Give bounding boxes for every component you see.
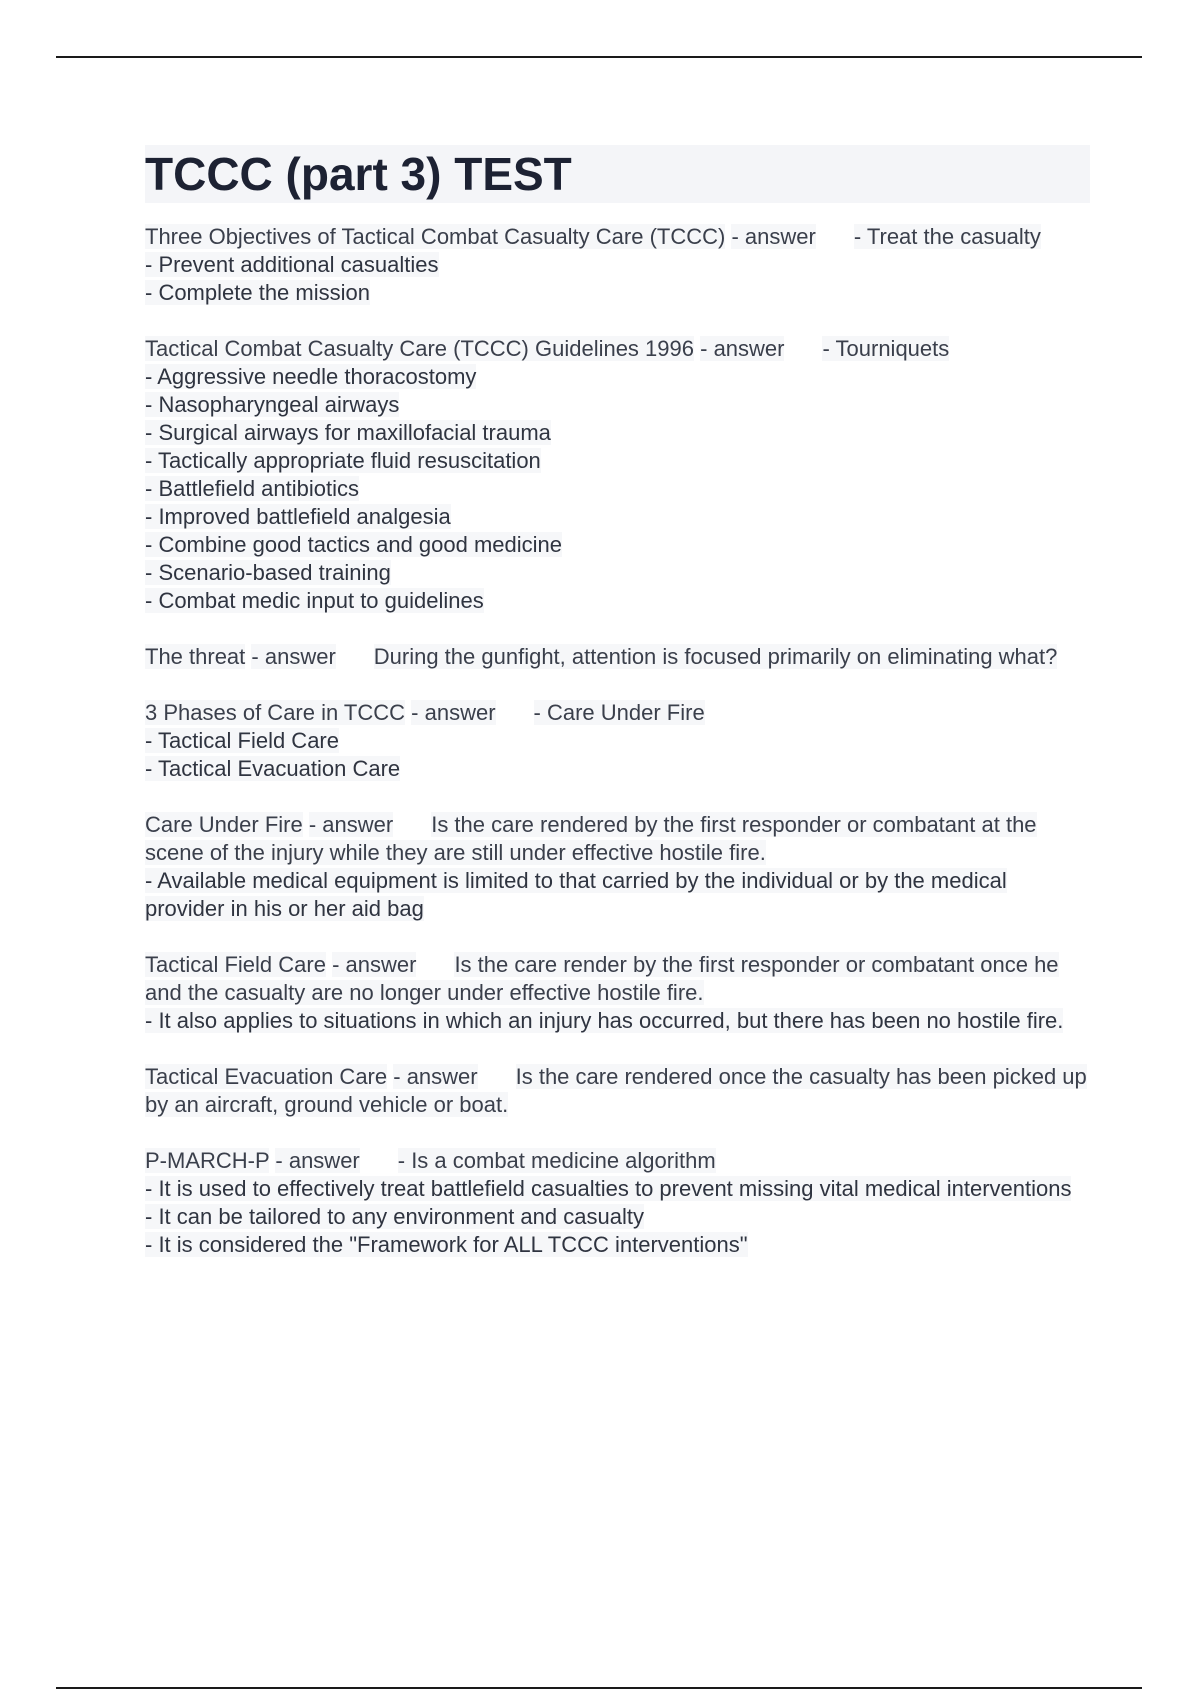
qa-entry: [145, 811, 1090, 923]
answer-bullet: - Improved battlefield analgesia: [145, 504, 451, 529]
answer-separator: - answer: [411, 700, 496, 725]
answer-separator: - answer: [332, 952, 417, 977]
answer-text: Is the care rendered once the casualty has been picked up by an aircraft, ground vehicle or boat.: [145, 1064, 1087, 1117]
answer-bullet: - Complete the mission: [145, 280, 370, 305]
answer-bullet: - Aggressive needle thoracostomy: [145, 364, 477, 389]
qa-first-line: [145, 643, 1090, 671]
answer-text: Is the care render by the first responder or combatant once he and the casualty are no longer under effective hostile fire.: [145, 952, 1059, 1005]
answer-separator: - answer: [393, 1064, 478, 1089]
qa-first-line: [145, 223, 1090, 251]
page-title: TCCC (part 3) TEST: [145, 148, 572, 200]
question-text: Care Under Fire: [145, 812, 303, 837]
answer-bullet: - It is used to effectively treat battlefield casualties to prevent missing vital medical interventions: [145, 1176, 1072, 1201]
answer-bullet: - It can be tailored to any environment and casualty: [145, 1204, 644, 1229]
answer-bullet: - Tactically appropriate fluid resuscitation: [145, 448, 541, 473]
answer-bullet: - Surgical airways for maxillofacial trauma: [145, 420, 551, 445]
question-text: 3 Phases of Care in TCCC: [145, 700, 406, 725]
answer-bullet: - Prevent additional casualties: [145, 252, 439, 277]
answer-bullet: - Tactical Evacuation Care: [145, 756, 401, 781]
answer-bullet: - Combat medic input to guidelines: [145, 588, 484, 613]
qa-entry: [145, 699, 1090, 783]
qa-first-line: [145, 811, 1090, 867]
qa-first-line: [145, 1147, 1090, 1175]
answer-text: - Treat the casualty: [853, 224, 1041, 249]
question-text: Three Objectives of Tactical Combat Casualty Care (TCCC): [145, 224, 726, 249]
qa-first-line: [145, 951, 1090, 1007]
qa-entry: [145, 1147, 1090, 1259]
qa-first-line: [145, 699, 1090, 727]
qa-entry: [145, 335, 1090, 615]
answer-text: During the gunfight, attention is focused primarily on eliminating what?: [373, 644, 1058, 669]
answer-bullet: - Combine good tactics and good medicine: [145, 532, 563, 557]
question-text: Tactical Field Care: [145, 952, 326, 977]
answer-text: - Tourniquets: [822, 336, 950, 361]
answer-bullet: - Tactical Field Care: [145, 728, 339, 753]
answer-text: Is the care rendered by the first responder or combatant at the scene of the injury while they are still under effective hostile fire.: [145, 812, 1037, 865]
answer-bullet: - Nasopharyngeal airways: [145, 392, 400, 417]
answer-bullet: - It is considered the "Framework for ALL TCCC interventions": [145, 1232, 748, 1257]
top-rule: [56, 56, 1142, 58]
answer-separator: - answer: [275, 1148, 360, 1173]
answer-text: - Is a combat medicine algorithm: [397, 1148, 716, 1173]
bottom-rule: [56, 1687, 1142, 1689]
answer-separator: - answer: [308, 812, 394, 837]
document-body: [145, 145, 1090, 1287]
answer-text: - Care Under Fire: [533, 700, 705, 725]
qa-first-line: [145, 1063, 1090, 1119]
title-bar: [145, 145, 1090, 203]
answer-separator: - answer: [251, 644, 336, 669]
qa-entry: [145, 223, 1090, 307]
answer-bullet: - Scenario-based training: [145, 560, 391, 585]
qa-entry: [145, 1063, 1090, 1119]
answer-separator: - answer: [731, 224, 816, 249]
answer-bullet: - Available medical equipment is limited to that carried by the individual or by the medical provider in his or her aid bag: [145, 868, 1007, 921]
answer-bullet: - It also applies to situations in which an injury has occurred, but there has been no hostile fire.: [145, 1008, 1064, 1033]
question-text: Tactical Combat Casualty Care (TCCC) Guidelines 1996: [145, 336, 694, 361]
answer-separator: - answer: [700, 336, 785, 361]
question-text: P-MARCH-P: [145, 1148, 270, 1173]
qa-list: [145, 223, 1090, 1259]
question-text: Tactical Evacuation Care: [145, 1064, 388, 1089]
qa-entry: [145, 643, 1090, 671]
qa-first-line: [145, 335, 1090, 363]
answer-bullet: - Battlefield antibiotics: [145, 476, 359, 501]
question-text: The threat: [145, 644, 246, 669]
qa-entry: [145, 951, 1090, 1035]
